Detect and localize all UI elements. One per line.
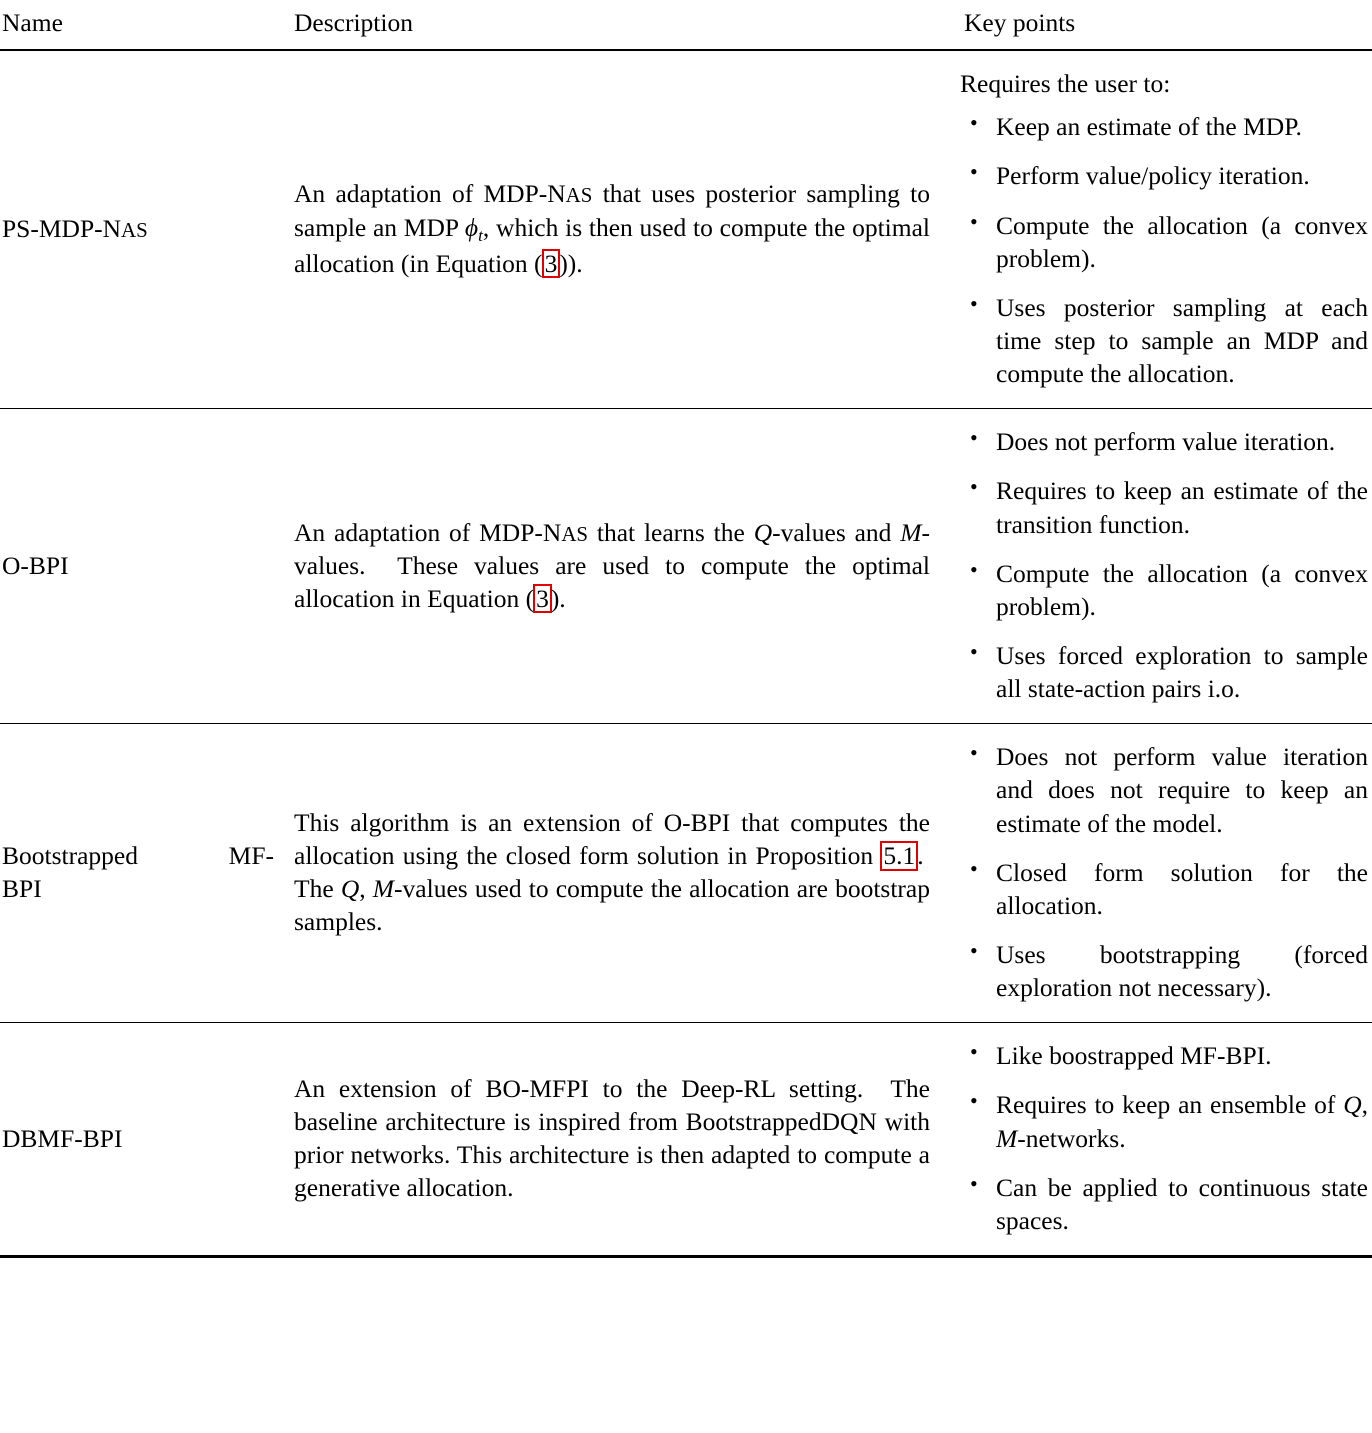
key-points-list bbox=[960, 740, 1368, 1004]
table-row bbox=[0, 1023, 1372, 1257]
list-item: • Keep an estimate of the MDP. bbox=[960, 110, 1368, 143]
description-text: An adaptation of MDP-NAS that learns the Q-values and M-values. These values are used to compute the optimal allocation in Equation (3). bbox=[294, 517, 930, 613]
table-head bbox=[0, 0, 1372, 50]
table-row bbox=[0, 724, 1372, 1023]
list-item: • Compute the allocation (a convex problem). bbox=[960, 209, 1368, 275]
table-row bbox=[0, 409, 1372, 724]
description-text: An adaptation of MDP-NAS that uses posterior sampling to sample an MDP $\phi_t$, which is then used to compute the optimal allocation (in Equation (3)). bbox=[294, 179, 931, 278]
list-item: • Uses posterior sampling at each time step to sample an MDP and compute the allocation. bbox=[960, 291, 1368, 390]
list-item: • Like boostrapped MF-BPI. bbox=[960, 1039, 1368, 1072]
row-description-cell bbox=[288, 409, 948, 724]
key-points-list bbox=[960, 425, 1368, 705]
list-item: • Compute the allocation (a convex problem). bbox=[960, 557, 1368, 623]
row-description-cell bbox=[288, 50, 948, 409]
row-name-cell bbox=[0, 1023, 288, 1257]
column-header-key-points: Key points bbox=[948, 0, 1372, 50]
list-item: • Uses bootstrapping (forced exploration not necessary). bbox=[960, 938, 1368, 1004]
description-text: An extension of BO-MFPI to the Deep-RL setting. The baseline architecture is inspired from BootstrappedDQN with prior networks. This architecture is then adapted to compute a generative allocation. bbox=[294, 1073, 930, 1203]
column-header-description: Description bbox=[288, 0, 948, 50]
header-row bbox=[0, 0, 1372, 50]
table-body bbox=[0, 50, 1372, 1258]
row-key-points-cell bbox=[948, 724, 1372, 1023]
row-key-points-cell bbox=[948, 409, 1372, 724]
algorithm-name: PS-MDP-NAS bbox=[2, 214, 148, 244]
phi-symbol: ϕ bbox=[464, 212, 479, 242]
algorithm-name: DBMF-BPI bbox=[2, 1123, 123, 1153]
key-points-list bbox=[960, 110, 1368, 390]
bottom-rule bbox=[0, 1256, 1372, 1258]
list-item: • Does not perform value iteration and does not require to keep an estimate of the model. bbox=[960, 740, 1368, 839]
equation-reference-link[interactable]: 3 bbox=[533, 584, 552, 614]
list-item: • Closed form solution for the allocation. bbox=[960, 856, 1368, 922]
row-name-cell bbox=[0, 724, 288, 1023]
list-item: • Requires to keep an estimate of the transition function. bbox=[960, 474, 1368, 540]
row-key-points-cell bbox=[948, 50, 1372, 409]
equation-reference-link[interactable]: 3 bbox=[542, 249, 561, 279]
bottom-rule-row bbox=[0, 1256, 1372, 1258]
row-description-cell bbox=[288, 724, 948, 1023]
row-name-cell bbox=[0, 409, 288, 724]
proposition-reference-link[interactable]: 5.1 bbox=[880, 841, 918, 871]
list-item: • Does not perform value iteration. bbox=[960, 425, 1368, 458]
algorithm-name: O-BPI bbox=[2, 550, 69, 580]
list-item: • Perform value/policy iteration. bbox=[960, 159, 1368, 192]
algorithm-name-line2: BPI bbox=[2, 874, 42, 904]
algorithm-name-line1: Bootstrapped MF- bbox=[2, 841, 274, 871]
row-name-cell bbox=[0, 50, 288, 409]
key-points-intro: Requires the user to: bbox=[960, 69, 1171, 99]
list-item: • Can be applied to continuous state spaces. bbox=[960, 1171, 1368, 1237]
phi-subscript: t bbox=[478, 225, 483, 245]
column-header-name: Name bbox=[0, 0, 288, 50]
list-item: • Uses forced exploration to sample all state-action pairs i.o. bbox=[960, 639, 1368, 705]
description-text: This algorithm is an extension of O-BPI that computes the allocation using the closed form solution in Proposition 5.1. The Q, M-values used to compute the allocation are bootstrap samples. bbox=[294, 807, 930, 937]
row-key-points-cell bbox=[948, 1023, 1372, 1257]
row-description-cell bbox=[288, 1023, 948, 1257]
key-points-list bbox=[960, 1039, 1368, 1237]
table-row bbox=[0, 50, 1372, 409]
list-item: • Requires to keep an ensemble of Q, M-networks. bbox=[960, 1088, 1368, 1154]
